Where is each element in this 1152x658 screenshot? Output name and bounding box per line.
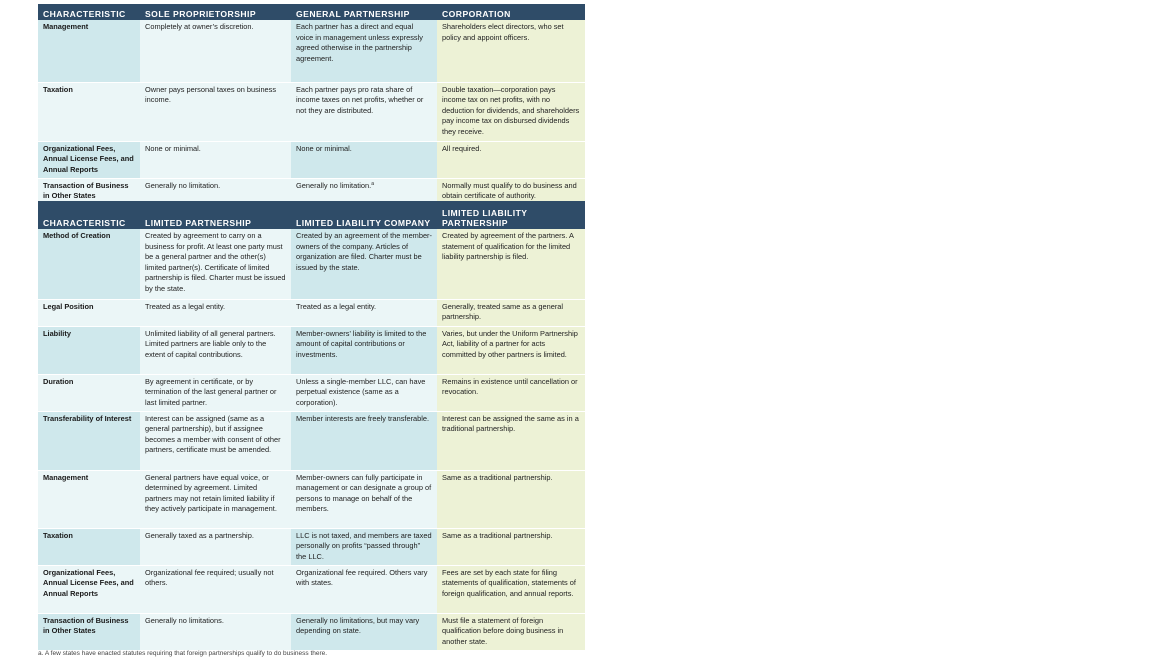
- table-row: [38, 411, 585, 470]
- row-label: Method of Creation: [38, 229, 140, 299]
- table-row: [38, 470, 585, 528]
- table-cell: Generally taxed as a partnership.: [140, 528, 291, 565]
- table-header-row: [38, 4, 585, 20]
- table-cell: Unlimited liability of all general partners. Limited partners are liable only to the extent of capital contributions.: [140, 326, 291, 374]
- table-cell: None or minimal.: [140, 141, 291, 178]
- table-cell: Member-owners can fully participate in management or can designate a group of persons to manage on behalf of the members.: [291, 470, 437, 528]
- row-label: Transaction of Business in Other States: [38, 613, 140, 650]
- row-label: Organizational Fees, Annual License Fees, and Annual Reports: [38, 565, 140, 613]
- table-cell: None or minimal.: [291, 141, 437, 178]
- header-general-partnership: GENERAL PARTNERSHIP: [291, 4, 437, 20]
- table-row: [38, 299, 585, 326]
- table-row: [38, 613, 585, 650]
- row-label: Taxation: [38, 528, 140, 565]
- row-label: Management: [38, 20, 140, 82]
- table-cell: Interest can be assigned the same as in a traditional partnership.: [437, 411, 585, 470]
- table-cell: Same as a traditional partnership.: [437, 470, 585, 528]
- footnote-marker: a: [371, 180, 374, 187]
- row-label: Management: [38, 470, 140, 528]
- table-cell: Created by agreement to carry on a business for profit. At least one party must be a general partner and the other(s) limited partner(s). Certificate of limited partnership is filed. Charter must be issued by the state.: [140, 229, 291, 299]
- comparison-table-general-forms: [38, 4, 585, 206]
- table-row: [38, 141, 585, 178]
- row-label: Transaction of Business in Other States: [38, 178, 140, 206]
- table-cell: Interest can be assigned (same as a general partnership), but if assignee becomes a member with consent of other partners, certificate must be amended.: [140, 411, 291, 470]
- table-cell: Generally no limitations, but may vary depending on state.: [291, 613, 437, 650]
- table-cell: By agreement in certificate, or by termination of the last general partner or last limited partner.: [140, 374, 291, 411]
- comparison-table-limited-forms: [38, 201, 585, 650]
- table-row: [38, 374, 585, 411]
- row-label: Duration: [38, 374, 140, 411]
- table-cell: Generally no limitations.: [140, 613, 291, 650]
- table-row: [38, 528, 585, 565]
- table-cell: Created by an agreement of the member-owners of the company. Articles of organization are filed. Charter must be issued by the state.: [291, 229, 437, 299]
- table-row: [38, 82, 585, 141]
- table-footnote: a. A few states have enacted statutes requiring that foreign partnerships qualify to do business there.: [38, 650, 328, 657]
- row-label: Transferability of Interest: [38, 411, 140, 470]
- table-cell: Fees are set by each state for filing statements of qualification, statements of foreign qualification, and annual reports.: [437, 565, 585, 613]
- table-cell: Shareholders elect directors, who set policy and appoint officers.: [437, 20, 585, 82]
- header-limited-partnership: LIMITED PARTNERSHIP: [140, 201, 291, 229]
- row-label: Liability: [38, 326, 140, 374]
- header-corporation: CORPORATION: [437, 4, 585, 20]
- table-cell: Varies, but under the Uniform Partnership Act, liability of a partner for acts committed by other partners is limited.: [437, 326, 585, 374]
- row-label: Organizational Fees, Annual License Fees, and Annual Reports: [38, 141, 140, 178]
- header-characteristic: CHARACTERISTIC: [38, 4, 140, 20]
- table-cell: Treated as a legal entity.: [291, 299, 437, 326]
- table-cell: Unless a single-member LLC, can have perpetual existence (same as a corporation).: [291, 374, 437, 411]
- table-row: [38, 20, 585, 82]
- table-cell: Organizational fee required; usually not others.: [140, 565, 291, 613]
- table-cell: Double taxation—corporation pays income tax on net profits, with no deduction for dividends, and shareholders pay income tax on disbursed dividends they receive.: [437, 82, 585, 141]
- table-row: [38, 326, 585, 374]
- row-label: Taxation: [38, 82, 140, 141]
- table-cell: LLC is not taxed, and members are taxed personally on profits “passed through” the LLC.: [291, 528, 437, 565]
- table-cell: Each partner has a direct and equal voice in management unless expressly agreed otherwise in the partnership agreement.: [291, 20, 437, 82]
- table-row: [38, 229, 585, 299]
- table-cell: Treated as a legal entity.: [140, 299, 291, 326]
- table-header-row: [38, 201, 585, 229]
- table-cell: Member-owners’ liability is limited to the amount of capital contributions or investments.: [291, 326, 437, 374]
- table-cell: Owner pays personal taxes on business income.: [140, 82, 291, 141]
- table-cell: Generally no limitation.: [140, 178, 291, 206]
- header-limited-liability-company: LIMITED LIABILITY COMPANY: [291, 201, 437, 229]
- table-cell: Remains in existence until cancellation or revocation.: [437, 374, 585, 411]
- table-cell: Completely at owner’s discretion.: [140, 20, 291, 82]
- table-cell: Each partner pays pro rata share of income taxes on net profits, whether or not they are distributed.: [291, 82, 437, 141]
- header-limited-liability-partnership: LIMITED LIABILITY PARTNERSHIP: [437, 201, 585, 229]
- table-cell: Member interests are freely transferable.: [291, 411, 437, 470]
- header-sole-proprietorship: SOLE PROPRIETORSHIP: [140, 4, 291, 20]
- row-label: Legal Position: [38, 299, 140, 326]
- table-cell: Same as a traditional partnership.: [437, 528, 585, 565]
- table-cell: General partners have equal voice, or determined by agreement. Limited partners may not retain limited liability if they actively participate in management.: [140, 470, 291, 528]
- table-cell: Created by agreement of the partners. A statement of qualification for the limited liability partnership is filed.: [437, 229, 585, 299]
- header-characteristic: CHARACTERISTIC: [38, 201, 140, 229]
- table-cell: Organizational fee required. Others vary with states.: [291, 565, 437, 613]
- table-cell: Generally, treated same as a general partnership.: [437, 299, 585, 326]
- table-row: [38, 565, 585, 613]
- cell-text: Generally no limitation.: [296, 180, 372, 190]
- table-cell: Normally must qualify to do business and obtain certificate of authority.: [437, 178, 585, 206]
- table-cell: Must file a statement of foreign qualification before doing business in another state.: [437, 613, 585, 650]
- table-cell: All required.: [437, 141, 585, 178]
